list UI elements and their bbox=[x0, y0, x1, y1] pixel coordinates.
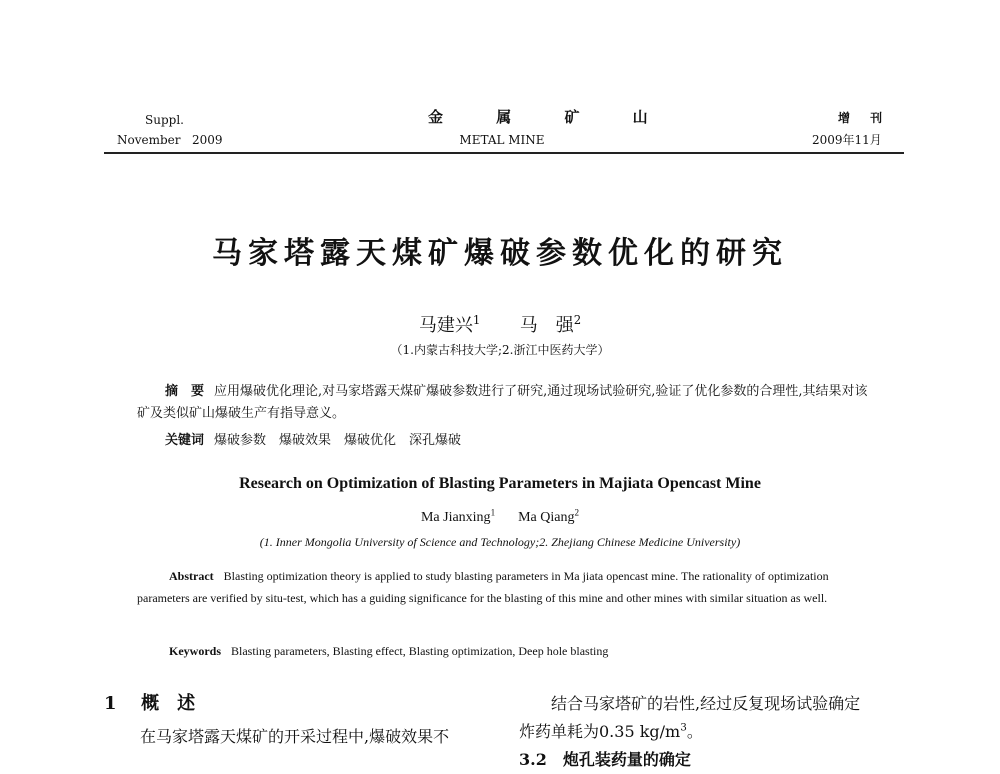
abstract-cn bbox=[137, 381, 877, 425]
keywords-en-text: Blasting parameters, Blasting effect, Blasting optimization, Deep hole blasting bbox=[231, 644, 609, 658]
keywords-en bbox=[137, 640, 867, 662]
header-journal-en: METAL MINE bbox=[459, 133, 545, 147]
author1-cn: 马建兴 bbox=[418, 315, 473, 336]
keywords-cn-label: 关键词 bbox=[165, 433, 205, 448]
abstract-cn-text: 应用爆破优化理论,对马家塔露天煤矿爆破参数进行了研究,通过现场试验研究,验证了优化参数的合理性,其结果对该矿及类似矿山爆破生产有指导意义。 bbox=[137, 384, 868, 421]
right-col-line2-end: 。 bbox=[686, 722, 703, 741]
authors-cn bbox=[0, 311, 1000, 337]
author2-en: Ma Qiang bbox=[518, 510, 575, 525]
author2-en-mark: 2 bbox=[574, 507, 580, 518]
author2-cn-mark: 2 bbox=[573, 313, 582, 327]
section1-line1: 在马家塔露天煤矿的开采过程中,爆破效果不 bbox=[140, 727, 450, 746]
right-col-line2-sup: 3 bbox=[680, 721, 687, 734]
keywords-cn bbox=[137, 430, 877, 452]
author1-en: Ma Jianxing bbox=[420, 510, 491, 525]
keywords-en-label: Keywords bbox=[169, 644, 221, 658]
author1-en-mark: 1 bbox=[490, 507, 496, 518]
right-col-line1: 结合马家塔矿的岩性,经过反复现场试验确定 bbox=[551, 694, 861, 713]
title-cn: 马家塔露天煤矿爆破参数优化的研究 bbox=[212, 236, 788, 271]
right-col-line2-text: 炸药单耗为0.35 kg/m bbox=[519, 722, 681, 741]
title-en: Research on Optimization of Blasting Parameters in Majiata Opencast Mine bbox=[239, 475, 761, 492]
header-rule bbox=[104, 152, 904, 154]
abstract-en-text: Blasting optimization theory is applied to study blasting parameters in Ma jiata opencast mine. The rationality of optimization parameters are verified by situ-test, which has a guiding significance for the blasting of this mine and other mines with similar situation as well. bbox=[137, 569, 829, 605]
header-right-bottom: 2009年11月 bbox=[812, 133, 882, 147]
affiliation-cn: （1.内蒙古科技大学;2.浙江中医药大学） bbox=[390, 343, 610, 357]
abstract-en bbox=[137, 565, 867, 609]
author2-cn: 马 强 bbox=[519, 315, 574, 336]
affiliation-en: (1. Inner Mongolia University of Science and Technology;2. Zhejiang Chinese Medicine University) bbox=[259, 535, 741, 549]
section3-2-heading: 3.2 炮孔装药量的确定 bbox=[519, 750, 691, 769]
abstract-en-label: Abstract bbox=[169, 569, 214, 583]
section1-heading bbox=[104, 690, 195, 718]
header-left-top: Suppl. bbox=[145, 113, 184, 127]
header-right-top: 增 刊 bbox=[838, 111, 891, 125]
section1-title: 概 述 bbox=[141, 693, 196, 714]
header-journal-cn: 金 属 矿 山 bbox=[428, 108, 672, 126]
section1-number: 1 bbox=[104, 693, 117, 714]
header-left-bottom: November 2009 bbox=[117, 133, 223, 147]
right-col-line2 bbox=[519, 718, 703, 746]
keywords-cn-text: 爆破参数 爆破效果 爆破优化 深孔爆破 bbox=[214, 433, 462, 448]
abstract-cn-label: 摘 要 bbox=[165, 384, 205, 399]
author1-cn-mark: 1 bbox=[472, 313, 481, 327]
authors-en bbox=[0, 507, 1000, 526]
